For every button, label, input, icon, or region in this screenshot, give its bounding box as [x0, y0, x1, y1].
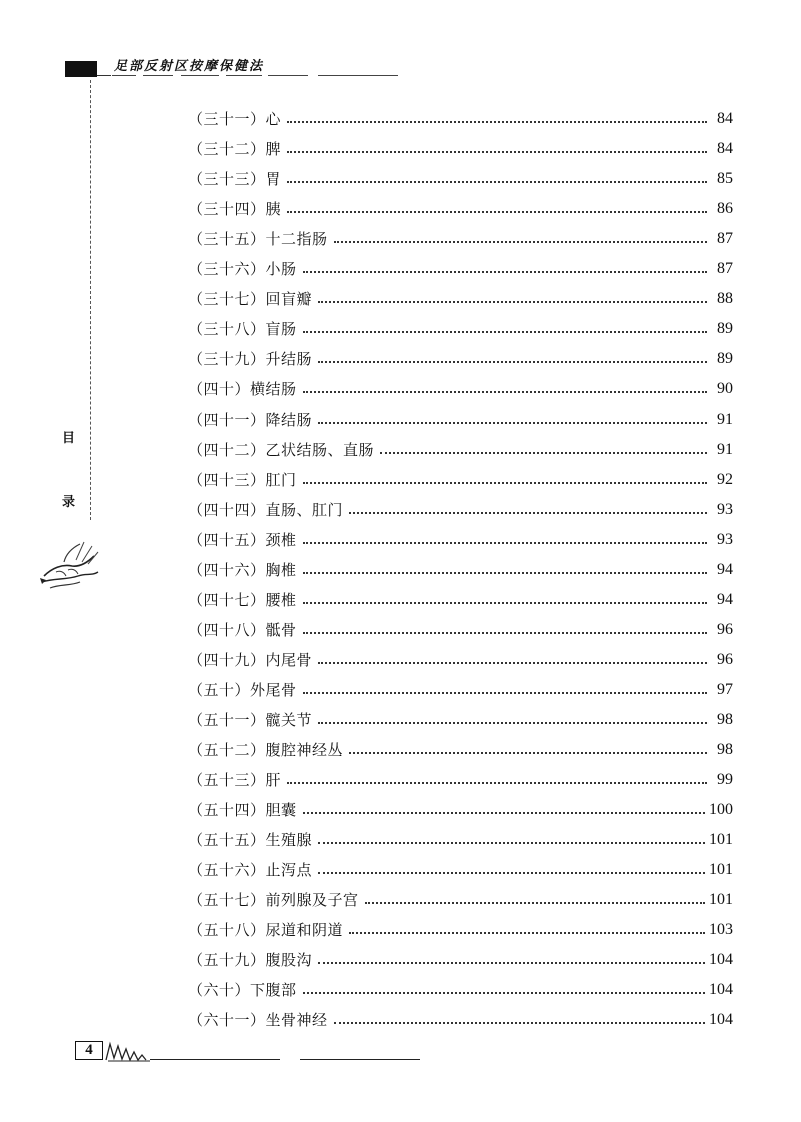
toc-entry[interactable] [188, 668, 733, 698]
toc-entry[interactable] [188, 848, 733, 878]
header-black-block [65, 61, 97, 77]
toc-entry-page: 97 [717, 680, 733, 698]
dot-leader [303, 482, 707, 484]
header-underline [268, 75, 308, 76]
toc-entry-page: 101 [709, 891, 733, 909]
dot-leader [287, 211, 707, 213]
toc-entry-label: （五十二）腹腔神经丛 [188, 741, 344, 760]
dot-leader [334, 241, 707, 243]
toc-entry-page: 86 [717, 200, 733, 218]
toc-entry-page: 104 [709, 951, 733, 969]
toc-entry[interactable] [188, 157, 733, 187]
toc-entry[interactable] [188, 548, 733, 578]
toc-entry-label: （三十七）回盲瓣 [188, 290, 313, 309]
toc-entry[interactable] [188, 878, 733, 908]
toc-entry-label: （三十五）十二指肠 [188, 230, 328, 249]
toc-entry-label: （四十二）乙状结肠、直肠 [188, 440, 375, 459]
toc-entry[interactable] [188, 518, 733, 548]
dot-leader [303, 391, 707, 393]
toc-entry-page: 84 [717, 110, 733, 128]
dot-leader [365, 902, 705, 904]
dot-leader [303, 692, 707, 694]
running-header-title: 足部反射区按摩保健法 [114, 59, 265, 74]
toc-entry-page: 98 [717, 741, 733, 759]
dot-leader [303, 632, 707, 634]
toc-entry-label: （三十九）升结肠 [188, 350, 313, 369]
toc-entry-label: （五十四）胆囊 [188, 801, 297, 820]
dot-leader [303, 602, 707, 604]
toc-entry[interactable] [188, 458, 733, 488]
toc-entry[interactable] [188, 728, 733, 758]
toc-entry[interactable] [188, 488, 733, 518]
toc-entry[interactable] [188, 307, 733, 337]
dot-leader [303, 992, 705, 994]
toc-entry[interactable] [188, 187, 733, 217]
header-rule [97, 75, 111, 76]
dot-leader [287, 121, 707, 123]
toc-entry-page: 91 [717, 440, 733, 458]
toc-entry-page: 100 [709, 801, 733, 819]
toc-entry-label: （五十）外尾骨 [188, 680, 297, 699]
toc-entry-label: （四十五）颈椎 [188, 530, 297, 549]
toc-entry-label: （三十二）脾 [188, 140, 282, 159]
table-of-contents [188, 97, 733, 1028]
toc-entry-label: （三十一）心 [188, 110, 282, 129]
dot-leader [287, 151, 707, 153]
toc-entry-label: （三十三）胃 [188, 170, 282, 189]
header-underline [318, 75, 398, 76]
toc-entry[interactable] [188, 638, 733, 668]
dot-leader [303, 331, 707, 333]
dot-leader [349, 752, 707, 754]
dot-leader [318, 361, 707, 363]
footer-rule [150, 1059, 280, 1060]
toc-entry[interactable] [188, 938, 733, 968]
dot-leader [318, 962, 705, 964]
toc-entry-page: 94 [717, 560, 733, 578]
toc-entry-page: 85 [717, 170, 733, 188]
footer-ornament-icon [104, 1040, 154, 1062]
page-number-box [75, 1041, 103, 1060]
toc-entry-page: 88 [717, 290, 733, 308]
toc-entry[interactable] [188, 758, 733, 788]
toc-entry-page: 91 [717, 410, 733, 428]
toc-entry[interactable] [188, 968, 733, 998]
toc-entry[interactable] [188, 97, 733, 127]
toc-entry-page: 94 [717, 590, 733, 608]
toc-entry-label: （五十九）腹股沟 [188, 951, 313, 970]
toc-entry-page: 89 [717, 320, 733, 338]
dot-leader [318, 422, 707, 424]
toc-entry[interactable] [188, 788, 733, 818]
toc-entry-page: 92 [717, 470, 733, 488]
toc-entry-page: 101 [709, 831, 733, 849]
toc-entry-label: （四十七）腰椎 [188, 590, 297, 609]
toc-entry-label: （三十六）小肠 [188, 260, 297, 279]
hand-massage-illustration-icon [36, 532, 106, 594]
toc-entry-label: （五十六）止泻点 [188, 861, 313, 880]
toc-entry-label: （四十九）内尾骨 [188, 650, 313, 669]
toc-entry-label: （五十五）生殖腺 [188, 831, 313, 850]
toc-entry-page: 96 [717, 650, 733, 668]
toc-entry-page: 93 [717, 500, 733, 518]
toc-entry-page: 98 [717, 710, 733, 728]
dot-leader [303, 542, 707, 544]
toc-entry-label: （三十四）胰 [188, 200, 282, 219]
toc-entry-label: （四十八）骶骨 [188, 620, 297, 639]
dot-leader [287, 782, 707, 784]
dot-leader [287, 181, 707, 183]
toc-entry-page: 84 [717, 140, 733, 158]
toc-entry-page: 90 [717, 380, 733, 398]
toc-entry-label: （三十八）盲肠 [188, 320, 297, 339]
header-underline [143, 75, 173, 76]
header-underline [181, 75, 219, 76]
toc-entry-page: 101 [709, 861, 733, 879]
toc-entry-label: （五十八）尿道和阴道 [188, 921, 344, 940]
dot-leader [334, 1022, 705, 1024]
toc-entry[interactable] [188, 217, 733, 247]
toc-entry[interactable] [188, 277, 733, 307]
toc-entry[interactable] [188, 698, 733, 728]
toc-entry-page: 99 [717, 771, 733, 789]
toc-entry-page: 89 [717, 350, 733, 368]
dot-leader [303, 572, 707, 574]
toc-entry[interactable] [188, 608, 733, 638]
toc-entry[interactable] [188, 397, 733, 427]
dot-leader [318, 662, 707, 664]
toc-entry[interactable] [188, 578, 733, 608]
side-dashed-line [90, 80, 91, 520]
toc-entry[interactable] [188, 337, 733, 367]
toc-entry[interactable] [188, 908, 733, 938]
dot-leader [303, 271, 707, 273]
toc-entry[interactable] [188, 367, 733, 397]
toc-entry-label: （四十四）直肠、肛门 [188, 500, 344, 519]
toc-entry-page: 104 [709, 981, 733, 999]
toc-entry-page: 103 [709, 921, 733, 939]
toc-entry[interactable] [188, 247, 733, 277]
header-underline [112, 75, 136, 76]
toc-entry-label: （四十三）肛门 [188, 470, 297, 489]
toc-entry-label: （四十）横结肠 [188, 380, 297, 399]
dot-leader [318, 722, 707, 724]
toc-entry-label: （四十一）降结肠 [188, 410, 313, 429]
toc-entry-page: 93 [717, 530, 733, 548]
toc-entry-label: （六十）下腹部 [188, 981, 297, 1000]
toc-entry-label: （六十一）坐骨神经 [188, 1011, 328, 1030]
dot-leader [380, 452, 707, 454]
dot-leader [303, 812, 705, 814]
dot-leader [349, 512, 707, 514]
toc-entry[interactable] [188, 998, 733, 1028]
side-label-lu: 录 [62, 495, 76, 510]
header-underline [226, 75, 262, 76]
dot-leader [349, 932, 705, 934]
toc-entry-page: 96 [717, 620, 733, 638]
toc-entry-label: （五十七）前列腺及子宫 [188, 891, 359, 910]
side-label-mu: 目 [62, 431, 76, 446]
toc-entry-label: （四十六）胸椎 [188, 560, 297, 579]
dot-leader [318, 301, 707, 303]
toc-entry-page: 87 [717, 260, 733, 278]
page-number: 4 [85, 1042, 93, 1058]
toc-entry-page: 104 [709, 1011, 733, 1029]
toc-entry[interactable] [188, 818, 733, 848]
dot-leader [318, 842, 705, 844]
dot-leader [318, 872, 705, 874]
toc-entry-label: （五十一）髋关节 [188, 710, 313, 729]
toc-entry[interactable] [188, 428, 733, 458]
toc-entry-label: （五十三）肝 [188, 771, 282, 790]
footer-rule [300, 1059, 420, 1060]
toc-entry[interactable] [188, 127, 733, 157]
toc-entry-page: 87 [717, 230, 733, 248]
